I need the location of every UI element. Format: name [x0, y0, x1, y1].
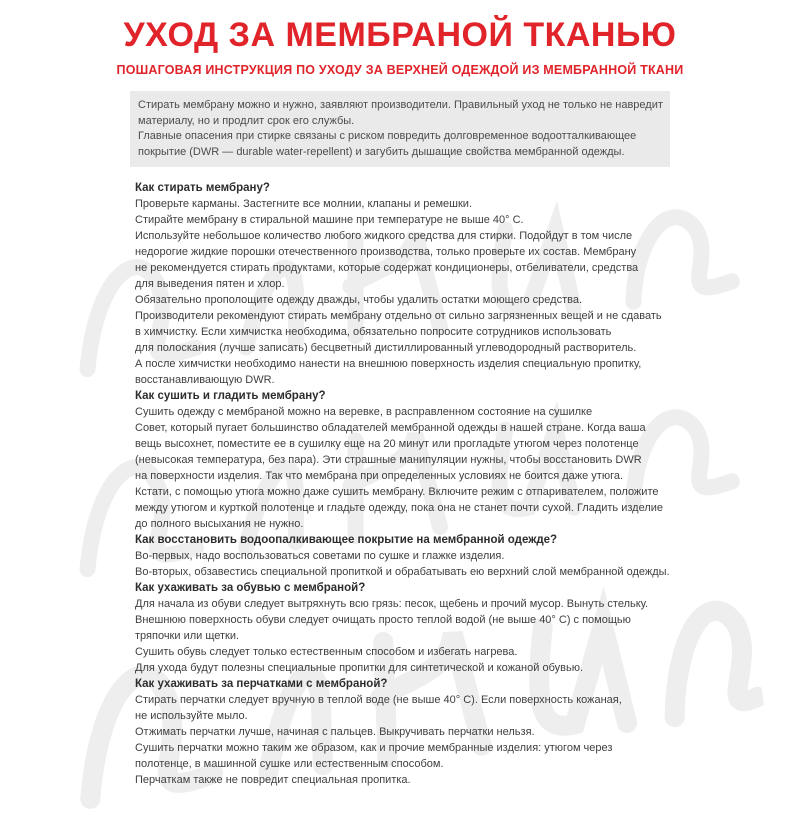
- body-line: недорогие жидкие порошки отечественного производства, только проверьте их состав. Мембрану: [135, 246, 637, 259]
- body-line: А после химчистки необходимо нанести на внешнюю поверхность изделия специальную пропитку,: [135, 358, 642, 371]
- body-line: в химчистку. Если химчистка необходима, обязательно попросите сотрудников использовать: [135, 326, 612, 339]
- section-heading: Как сушить и гладить мембрану?: [135, 390, 326, 403]
- body-line: Сушить обувь следует только естественным способом и избегать нагрева.: [135, 646, 518, 659]
- body-line: тряпочки или щетки.: [135, 630, 240, 643]
- body-line: Совет, который пугает большинство обладателей мембранной одежды в нашей стране. Когда ваша: [135, 422, 646, 435]
- body-line: вещь высохнет, поместите ее в сушилку еще на 20 минут или прогладьте утюгом через полотенце: [135, 438, 639, 451]
- body-line: Во-вторых, обзавестись специальной пропиткой и обрабатывать ею верхний слой мембранной одежды.: [135, 566, 670, 579]
- section-heading: Как восстановить водоопалкивающее покрытие на мембранной одежде?: [135, 534, 558, 547]
- body-line: Сушить перчатки можно таким же образом, как и прочие мембранные изделия: утюгом через: [135, 742, 613, 755]
- section-heading: Как стирать мембрану?: [135, 182, 270, 195]
- body-line: Производители рекомендуют стирать мембрану отдельно от сильно загрязненных вещей и не сдавать: [135, 310, 662, 323]
- page-title: УХОД ЗА МЕМБРАНОЙ ТКАНЬЮ: [123, 16, 677, 54]
- body-line: Проверьте карманы. Застегните все молнии, клапаны и ремешки.: [135, 198, 472, 211]
- body-line: Внешнюю поверхность обуви следует очищать просто теплой водой (не выше 40° С) с помощью: [135, 614, 631, 627]
- body-line: Для ухода будут полезны специальные пропитки для синтетической и кожаной обувью.: [135, 662, 584, 675]
- care-instructions-document: [0, 16, 800, 788]
- body-line: не используйте мыло.: [135, 710, 248, 723]
- body-line: Во-первых, надо воспользоваться советами по сушке и глажке изделия.: [135, 550, 505, 563]
- body-line: Кстати, с помощью утюга можно даже сушить мембрану. Включите режим с отпаривателем, положите: [135, 486, 659, 499]
- body-line: Отжимать перчатки лучше, начиная с пальцев. Выкручивать перчатки нельзя.: [135, 726, 535, 739]
- body-line: не рекомендуется стирать продуктами, которые содержат кондиционеры, отбеливатели, средства: [135, 262, 639, 275]
- section-heading: Как ухаживать за перчатками с мембраной?: [135, 678, 388, 691]
- body-line: Стирайте мембрану в стиральной машине при температуре не выше 40° С.: [135, 214, 524, 227]
- intro-line: покрытие (DWR — durable water-repellent) и загубить дышащие свойства мембранной одежды.: [138, 145, 625, 158]
- intro-line: материалу, но и продлит срок его службы.: [138, 114, 355, 127]
- instructions-body: [135, 180, 670, 788]
- body-line: Сушить одежду с мембраной можно на веревке, в расправленном состояние на сушилке: [135, 406, 593, 419]
- body-line: Обязательно прополощите одежду дважды, чтобы удалить остатки моющего средства.: [135, 294, 583, 307]
- body-line: для полоскания (лучше записать) бесцветный дистиллированный углеводородный растворитель.: [135, 342, 637, 355]
- body-line: Перчаткам также не повредит специальная пропитка.: [135, 774, 411, 787]
- body-line: для выведения пятен и хлор.: [135, 278, 285, 291]
- body-line: до полного высыхания не нужно.: [135, 518, 304, 531]
- body-line: (невысокая температура, без пара). Эти страшные манипуляции нужны, чтобы восстановить DWR: [135, 454, 642, 467]
- intro-line: Главные опасения при стирке связаны с риском повредить долговременное водоотталкивающее: [138, 130, 637, 143]
- body-line: полотенце, в машинной сушке или естественным способом.: [135, 758, 444, 771]
- body-line: на поверхности изделия. Так что мембрана при определенных условиях не боится даже утюга.: [135, 470, 624, 483]
- body-line: восстанавливающую DWR.: [135, 374, 275, 387]
- body-line: Используйте небольшое количество любого жидкого средства для стирки. Подойдут в том числе: [135, 230, 633, 243]
- body-line: Для начала из обуви следует вытряхнуть всю грязь: песок, щебень и прочий мусор. Вынуть стельку.: [135, 598, 649, 611]
- intro-line: Стирать мембрану можно и нужно, заявляют производители. Правильный уход не только не навредит: [138, 99, 663, 111]
- page-subtitle: ПОШАГОВАЯ ИНСТРУКЦИЯ ПО УХОДУ ЗА ВЕРХНЕЙ ОДЕЖДОЙ ИЗ МЕМБРАННОЙ ТКАНИ: [116, 63, 684, 77]
- section-heading: Как ухаживать за обувью с мембраной?: [135, 582, 366, 595]
- body-line: между утюгом и курткой полотенце и гладьте одежду, пока она не станет почти сухой. Гладить изделие: [135, 502, 664, 515]
- intro-summary-box: [130, 91, 670, 167]
- body-line: Стирать перчатки следует вручную в теплой воде (не выше 40° С). Если поверхность кожаная,: [135, 694, 622, 707]
